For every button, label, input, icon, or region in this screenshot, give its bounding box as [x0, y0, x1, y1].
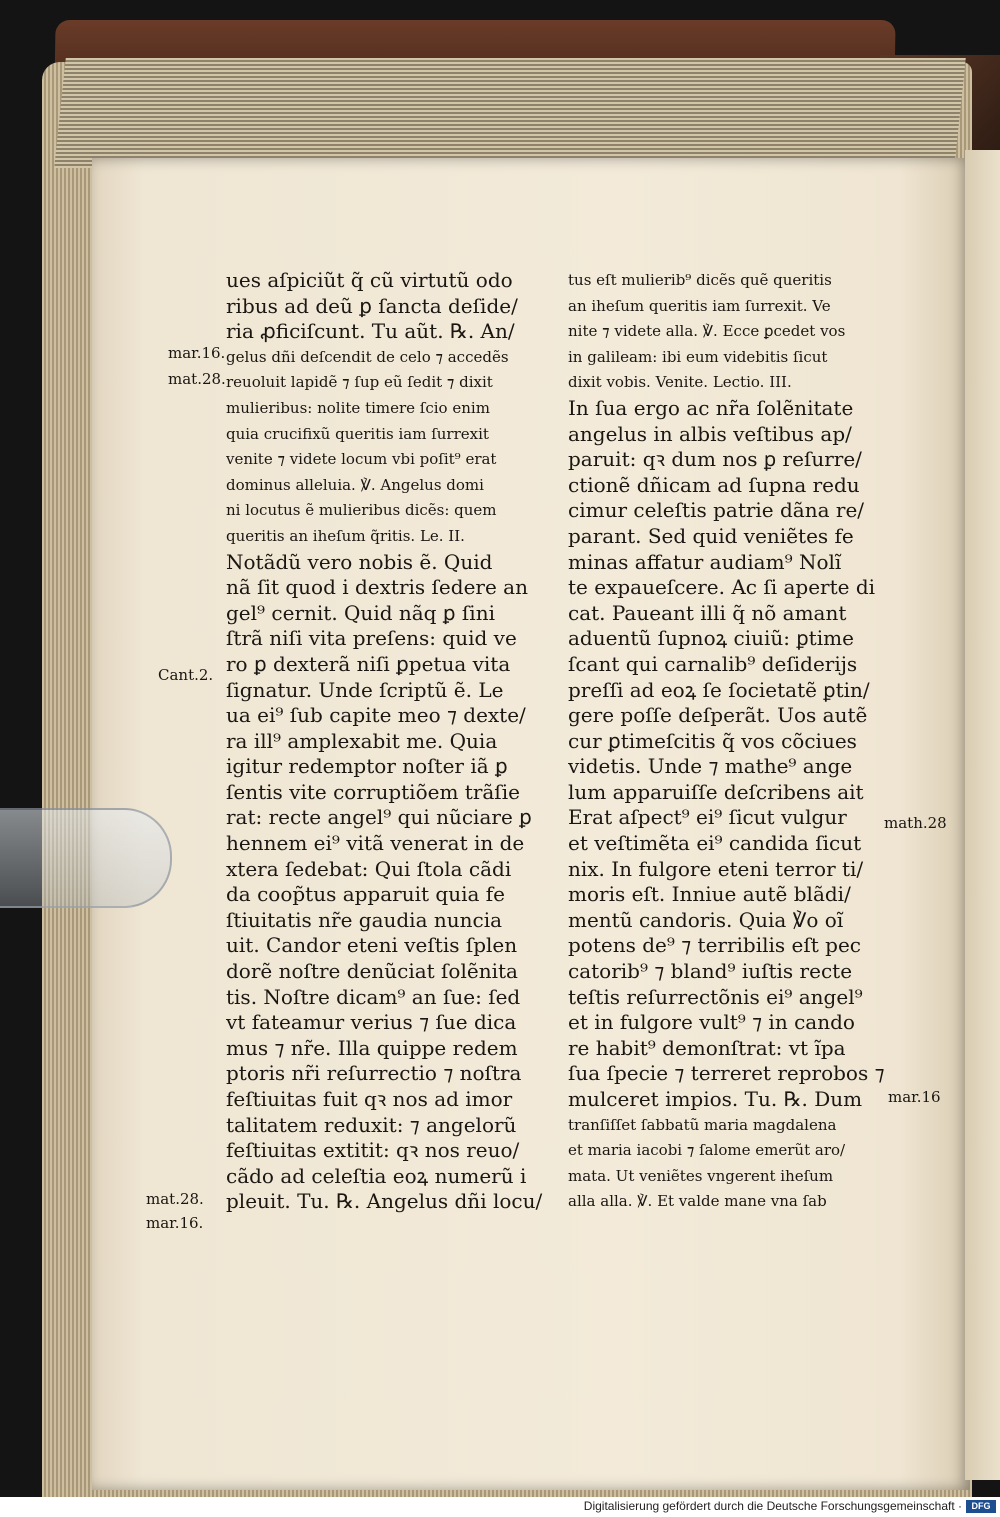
margin-note: mat.28. — [168, 370, 226, 388]
text-line: nite ⁊ videte alla. ℣. Ecce ꝑcedet vos — [568, 322, 846, 341]
text-line: ſtrã niſi vita preſens: quid ve — [226, 626, 517, 651]
right-text-column — [568, 268, 886, 1215]
text-line: cat. Paueant illi q̃ nõ amant — [568, 600, 847, 625]
text-line: vt fateamur verius ⁊ ſue dica — [226, 1010, 517, 1035]
text-line: talitatem reduxit: ⁊ angelorũ — [226, 1112, 517, 1137]
text-line: pleuit. Tu. ℞. Angelus dñi locu/ — [226, 1189, 543, 1214]
margin-note: mar.16. — [168, 344, 226, 362]
text-line: Erat aſpect⁹ ei⁹ ſicut vulgur — [568, 805, 847, 830]
text-line: et in fulgore vult⁹ ⁊ in cando — [568, 1010, 855, 1035]
text-line: preſſi ad eoꝝ ſe ſocietatẽ ꝑtin/ — [568, 677, 870, 702]
text-line: rat: recte angel⁹ qui nũciare ꝑ — [226, 805, 532, 830]
text-line: angelus in albis veſtibus ap/ — [568, 421, 852, 446]
text-line: nix. In fulgore eteni terror ti/ — [568, 856, 864, 881]
page-edges-top — [54, 58, 966, 168]
text-line: cãdo ad celeſtia eoꝝ numerũ i — [226, 1163, 527, 1188]
text-line: feſtiuitas extitit: qꝛ nos reuo/ — [226, 1138, 520, 1163]
funding-credit: Digitalisierung gefördert durch die Deutsche Forschungsgemeinschaft · — [583, 1499, 962, 1513]
text-line: mus ⁊ nr̃e. Illa quippe redem — [226, 1035, 518, 1060]
text-line: mulceret impios. Tu. ℞. Dum — [568, 1087, 863, 1111]
text-line: te expaueſcere. Ac ſi aperte di — [568, 575, 876, 600]
text-line: ues aſpiciũt q̃ cũ virtutũ odo — [226, 268, 513, 292]
text-line: cur ꝑtimeſcitis q̃ vos cõciues — [568, 728, 857, 753]
margin-note: Cant.2. — [158, 666, 214, 684]
text-line: venite ⁊ videte locum vbi poſit⁹ erat — [226, 450, 497, 469]
text-line: gelus dñi deſcendit de celo ⁊ accedẽs — [226, 347, 509, 366]
text-line: hennem ei⁹ vitã venerat in de — [226, 831, 525, 856]
text-line: teſtis reſurrectõnis ei⁹ angel⁹ — [568, 984, 863, 1009]
text-line: et maria iacobi ⁊ ſalome emerũt aro/ — [568, 1141, 846, 1160]
text-line: an iheſum queritis iam ſurrexit. Ve — [568, 296, 831, 315]
text-line: ſentis vite corruptiõem trãſie — [226, 779, 520, 804]
text-line: catorib⁹ ⁊ bland⁹ iuſtis recte — [568, 959, 853, 984]
footer-bar — [0, 1497, 1000, 1517]
text-line: videtis. Unde ⁊ mathe⁹ ange — [568, 754, 853, 779]
text-line: reuoluit lapidẽ ⁊ ſup eũ ſedit ⁊ dixit — [226, 373, 493, 392]
text-line: tis. Noſtre dicam⁹ an ſue: ſed — [226, 984, 521, 1009]
text-line: ria ꝓficiſcunt. Tu aũt. ℞. An/ — [226, 319, 515, 344]
text-line: parant. Sed quid veniẽtes fe — [568, 523, 854, 548]
text-line: dorẽ noſtre denũciat ſolẽnita — [226, 959, 518, 984]
text-line: gel⁹ cernit. Quid nãq ꝑ ſini — [226, 600, 495, 625]
text-line: potens de⁹ ⁊ terribilis eſt pec — [568, 933, 862, 958]
text-line: ra ill⁹ amplexabit me. Quia — [226, 728, 498, 753]
facing-page-edge — [965, 150, 1000, 1480]
dfg-logo: DFG — [966, 1500, 996, 1513]
text-line: ro ꝑ dexterã niſi ꝑpetua vita — [226, 651, 511, 676]
text-line: mentũ candoris. Quia ℣o oĩ — [568, 907, 844, 932]
text-line: alla alla. ℣. Et valde mane vna ſab — [568, 1192, 827, 1211]
text-line: ſignatur. Unde ſcriptũ ẽ. Le — [226, 677, 504, 702]
text-line: moris eſt. Inniue autẽ blãdi/ — [568, 882, 851, 907]
margin-note: mat.28. — [146, 1190, 204, 1208]
text-line: cimur celeſtis patrie dãna re/ — [568, 498, 865, 523]
text-line: queritis an iheſum q̃ritis. Le. II. — [226, 526, 465, 545]
text-line: ſtiuitatis nr̃e gaudia nuncia — [226, 907, 503, 932]
text-line: xtera ſedebat: Qui ſtola cãdi — [226, 856, 512, 881]
margin-note: mar.16. — [146, 1214, 204, 1232]
text-line: dominus alleluia. ℣. Angelus domi — [226, 475, 484, 494]
text-line: igitur redemptor noſter iã ꝑ — [226, 754, 508, 779]
text-line: tranſiſſet ſabbatũ maria magdalena — [568, 1115, 837, 1134]
text-line: ribus ad deũ ꝑ ſancta deſide/ — [226, 293, 518, 318]
text-line: ſcant qui carnalib⁹ deſiderijs — [568, 651, 858, 676]
text-line: aduentũ ſupnoꝝ ciuiũ: ꝑtime — [568, 626, 854, 651]
text-line: tus eſt mulierib⁹ dicẽs quẽ queritis — [568, 271, 832, 289]
text-line: Notãdũ vero nobis ẽ. Quid — [226, 549, 493, 574]
text-line: re habit⁹ demonſtrat: vt ĩpa — [568, 1035, 846, 1060]
text-line: ptoris nr̃i reſurrectio ⁊ noſtra — [226, 1061, 522, 1086]
text-line: in galileam: ibi eum videbitis ſicut — [568, 347, 828, 366]
margin-note: math.28 — [884, 814, 947, 832]
text-line: dixit vobis. Venite. Lectio. III. — [568, 373, 792, 392]
page-marker-tab — [0, 808, 172, 908]
text-line: ua ei⁹ ſub capite meo ⁊ dexte/ — [226, 703, 526, 728]
text-line: feſtiuitas fuit qꝛ nos ad imor — [226, 1087, 513, 1111]
text-line: da coop̃tus apparuit quia fe — [226, 882, 505, 907]
text-line: mata. Ut veniẽtes vngerent iheſum — [568, 1166, 834, 1185]
left-text-column — [226, 268, 562, 1215]
text-line: lum apparuiſſe deſcribens ait — [568, 779, 864, 804]
text-line: et veſtimẽta ei⁹ candida ſicut — [568, 831, 862, 856]
text-line: paruit: qꝛ dum nos ꝑ reſurre/ — [568, 447, 862, 472]
text-line: gere poſſe deſperãt. Uos autẽ — [568, 703, 868, 728]
text-line: mulieribus: nolite timere ſcio enim — [226, 398, 490, 417]
margin-note: mar.16 — [888, 1088, 941, 1106]
text-line: ſua ſpecie ⁊ terreret reprobos ⁊ — [568, 1061, 885, 1086]
text-line: quia crucifixũ queritis iam ſurrexit — [226, 424, 489, 443]
text-line: minas affatur audiam⁹ Nolĩ — [568, 549, 842, 574]
text-line: ni locutus ẽ mulieribus dicẽs: quem — [226, 501, 497, 520]
text-line: uit. Candor eteni veſtis ſplen — [226, 933, 518, 958]
text-line: In ſua ergo ac nr̃a ſolẽnitate — [568, 395, 854, 420]
text-line: ctionẽ dñicam ad ſupna redu — [568, 472, 860, 497]
text-line: nã ſit quod i dextris ſedere an — [226, 575, 528, 600]
